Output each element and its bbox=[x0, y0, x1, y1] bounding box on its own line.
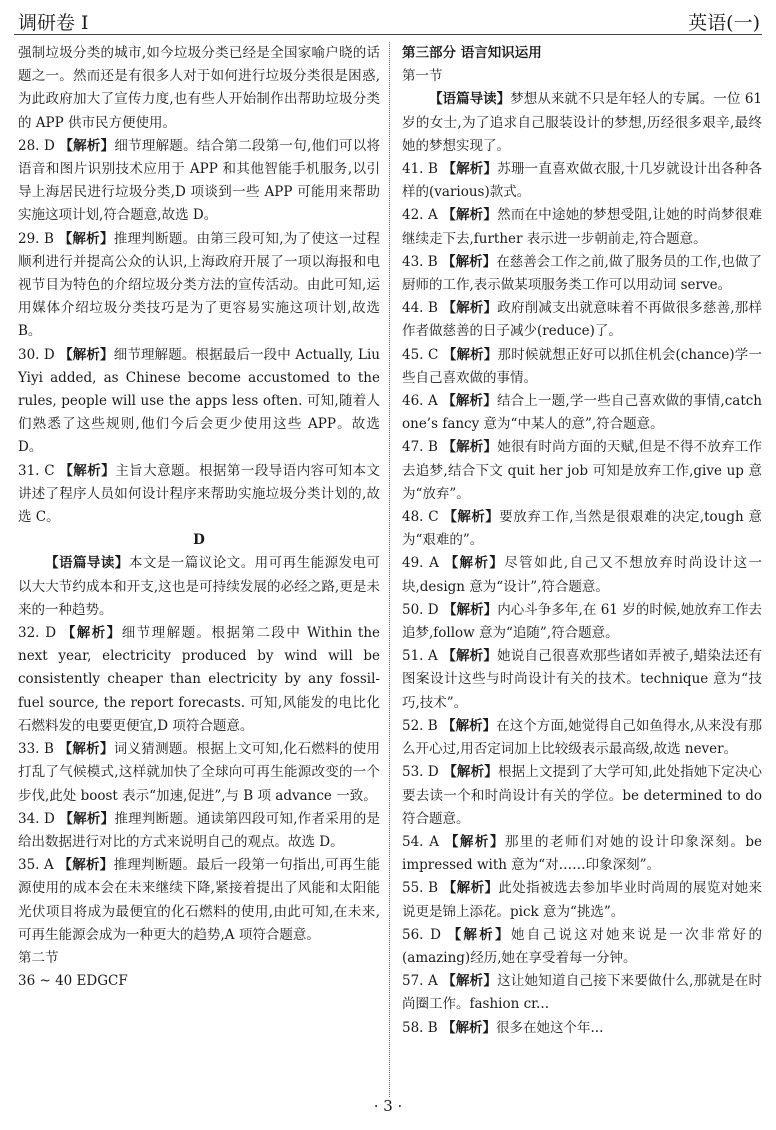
answer-number: 43. B bbox=[402, 253, 438, 270]
text-paragraph: 36 ~ 40 EDGCF bbox=[18, 973, 128, 990]
answer-item bbox=[18, 854, 380, 947]
analysis-text: 推理判断题。由第三段可知,为了使这一过程顺利进行并提高公众的认识,上海政府开展了一项以海报和电视节目为特色的介绍垃圾分类方法的宣传活动。由此可知,运用媒体介绍垃圾分类技巧是为了更容易实施这项计划,故选 B。 bbox=[18, 230, 381, 340]
answer-item bbox=[402, 158, 762, 204]
analysis-tag: 【解析】 bbox=[442, 346, 498, 363]
analysis-tag: 【解析】 bbox=[442, 207, 498, 224]
page-number: · 3 · bbox=[373, 1097, 403, 1115]
analysis-tag: 【解析】 bbox=[447, 926, 511, 943]
answer-number: 56. D bbox=[402, 926, 441, 943]
answer-item bbox=[402, 877, 762, 923]
analysis-text: 细节理解题。根据最后一段中 Actually, Liu Yiyi added, as Chinese become accustomed to the rules, people will use the apps less often. 可知,随着人们熟悉了这些规则,他们今后会更少使用这些 APP。故选 D。 bbox=[18, 346, 380, 456]
analysis-text: 很多在她这个年... bbox=[495, 1019, 604, 1036]
analysis-tag: 【解析】 bbox=[58, 741, 114, 758]
answer-item bbox=[402, 645, 762, 715]
answer-item bbox=[18, 808, 380, 854]
analysis-text: 根据上文提到了大学可知,此处指她下定决心要去读一个和时尚设计有关的学位。be determined to do 符合题意。 bbox=[402, 764, 763, 827]
answer-item bbox=[402, 924, 762, 970]
section-heading: 第三部分 语言知识运用 bbox=[402, 45, 542, 61]
passage-guide bbox=[18, 552, 380, 622]
text-paragraph: 强制垃圾分类的城市,如今垃圾分类已经是全国家喻户晓的话题之一。然而还是有很多人对于如何进行垃圾分类很是困惑,为此政府加大了宣传力度,也有些人开始制作出帮助垃圾分类的 APP 供市民方便使用。 bbox=[18, 45, 380, 131]
analysis-tag: 【解析】 bbox=[442, 253, 497, 270]
answer-item bbox=[18, 344, 380, 460]
analysis-tag: 【解析】 bbox=[444, 555, 505, 572]
guide-text: 梦想从来就不只是年轻人的专属。一位 61 岁的女士,为了追求自己服装设计的梦想,历经很多艰辛,最终她的梦想实现了。 bbox=[402, 91, 762, 154]
analysis-tag: 【解析】 bbox=[59, 810, 115, 827]
analysis-tag: 【解析】 bbox=[442, 161, 498, 178]
answer-number: 29. B bbox=[18, 230, 54, 247]
analysis-text: 她自己说这对她来说是一次非常好的(amazing)经历,她在享受着每一分钟。 bbox=[402, 926, 763, 966]
analysis-text: 那里的老师们对她的设计印象深刻。be impressed with 意为“对……印象深刻”。 bbox=[402, 833, 763, 874]
analysis-text: 在慈善会工作之前,做了服务员的工作,也做了厨师的工作,表示做某项服务类工作可以用动词 serve。 bbox=[402, 253, 762, 294]
analysis-tag: 【解析】 bbox=[442, 717, 497, 734]
analysis-text: 内心斗争多年,在 61 岁的时候,她放弃工作去追梦,follow 意为“追随”,符合题意。 bbox=[402, 601, 763, 642]
text-paragraph: 第一节 bbox=[402, 68, 443, 85]
answer-number: 55. B bbox=[402, 880, 439, 897]
analysis-tag: 【解析】 bbox=[58, 230, 114, 247]
analysis-tag: 【解析】 bbox=[442, 393, 497, 410]
analysis-tag: 【解析】 bbox=[442, 300, 498, 317]
analysis-text: 此处指被选去参加毕业时尚周的展览对她来说更是锦上添花。pick 意为“挑选”。 bbox=[402, 880, 763, 920]
answer-number: 33. B bbox=[18, 741, 54, 758]
answer-item bbox=[402, 506, 762, 552]
answer-number: 41. B bbox=[402, 161, 438, 178]
answer-item bbox=[402, 1017, 762, 1040]
answer-item bbox=[402, 344, 762, 390]
answer-item bbox=[18, 135, 380, 228]
guide-tag: 【语篇导读】 bbox=[45, 555, 129, 572]
left-column bbox=[18, 42, 380, 993]
analysis-text: 细节理解题。结合第二段第一句,他们可以将语音和图片识别技术应用于 APP 和其他智能手机服务,以引导上海居民进行垃圾分类,D 项谈到一些 APP 可能用来帮助实施这项计划,符合题意,故选 D。 bbox=[18, 137, 380, 224]
answer-item bbox=[402, 251, 762, 297]
guide-tag: 【语篇导读】 bbox=[429, 91, 511, 108]
analysis-tag: 【解析】 bbox=[59, 137, 115, 154]
answer-number: 50. D bbox=[402, 601, 439, 618]
answer-number: 47. B bbox=[402, 439, 438, 456]
analysis-text: 主旨大意题。根据第一段导语内容可知本文讲述了程序人员如何设计程序来帮助实施垃圾分类计划的,故选 C。 bbox=[18, 462, 381, 526]
answer-number: 32. D bbox=[18, 625, 57, 642]
header-left: 调研卷 I bbox=[18, 12, 89, 34]
analysis-tag: 【解析】 bbox=[442, 439, 498, 456]
passage-guide bbox=[402, 88, 762, 158]
answer-number: 48. C bbox=[402, 509, 439, 526]
right-column bbox=[402, 42, 762, 1040]
answer-item bbox=[402, 390, 762, 436]
analysis-tag: 【解析】 bbox=[61, 625, 122, 642]
answer-item bbox=[402, 436, 762, 506]
answer-item bbox=[402, 599, 762, 645]
answer-item bbox=[402, 297, 762, 343]
answer-number: 35. A bbox=[18, 857, 54, 874]
answer-item bbox=[402, 761, 762, 831]
analysis-tag: 【解析】 bbox=[442, 601, 498, 618]
analysis-tag: 【解析】 bbox=[442, 880, 499, 897]
answer-item bbox=[18, 460, 380, 530]
answer-number: 30. D bbox=[18, 346, 55, 363]
analysis-tag: 【解析】 bbox=[444, 833, 505, 850]
analysis-tag: 【解析】 bbox=[443, 764, 498, 781]
analysis-tag: 【解析】 bbox=[442, 648, 498, 665]
answer-item bbox=[18, 622, 380, 738]
analysis-text: 要放弃工作,当然是很艰难的决定,tough 意为“艰难的”。 bbox=[402, 509, 762, 549]
answer-number: 31. C bbox=[18, 462, 55, 479]
analysis-text: 那时候就想正好可以抓住机会(chance)学一些自己喜欢做的事情。 bbox=[402, 346, 762, 386]
answer-number: 49. A bbox=[402, 555, 439, 572]
analysis-tag: 【解析】 bbox=[443, 509, 500, 526]
analysis-text: 尽管如此,自己又不想放弃时尚设计这一块,design 意为“设计”,符合题意。 bbox=[402, 555, 762, 595]
answer-number: 34. D bbox=[18, 810, 55, 827]
analysis-tag: 【解析】 bbox=[58, 857, 114, 874]
answer-number: 54. A bbox=[402, 833, 440, 850]
answer-number: 51. A bbox=[402, 648, 438, 665]
analysis-text: 结合上一题,学一些自己喜欢做的事情,catch one’s fancy 意为“中某人的意”,符合题意。 bbox=[402, 393, 762, 433]
answer-number: 58. B bbox=[402, 1019, 438, 1036]
answer-item bbox=[402, 204, 762, 250]
analysis-text: 推理判断题。最后一段第一句指出,可再生能源使用的成本会在未来继续下降,紧接着提出了风能和太阳能光伏项目将成为最便宜的化石燃料的使用,由此可知,在未来,可再生能源会成为一种更大的趋势,A 项符合题意。 bbox=[18, 857, 381, 943]
analysis-text: 她说自己很喜欢那些诸如弄被子,蜡染法还有图案设计这些与时尚设计有关的技术。technique 意为“技巧,技术”。 bbox=[402, 648, 763, 711]
analysis-text: 她很有时尚方面的天赋,但是不得不放弃工作去追梦,结合下文 quit her job 可知是放弃工作,give up 意为“放弃”。 bbox=[402, 439, 762, 502]
answer-item bbox=[402, 715, 762, 761]
analysis-text: 在这个方面,她觉得自己如鱼得水,从来没有那么开心过,用否定词加上比较级表示最高级,故选 never。 bbox=[402, 717, 762, 758]
answer-number: 52. B bbox=[402, 717, 438, 734]
analysis-tag: 【解析】 bbox=[59, 346, 114, 363]
answer-item bbox=[402, 552, 762, 598]
analysis-text: 政府削减支出就意味着不再做很多慈善,那样作者做慈善的日子减少(reduce)了。 bbox=[402, 300, 762, 340]
page-header bbox=[14, 4, 762, 35]
answer-number: 28. D bbox=[18, 137, 55, 154]
answer-number: 44. B bbox=[402, 300, 438, 317]
guide-text: 本文是一篇议论文。用可再生能源发电可以大大节约成本和开支,这也是可持续发展的必经之路,更是未来的一种趋势。 bbox=[18, 555, 381, 618]
answer-item bbox=[402, 831, 762, 877]
answer-number: 45. C bbox=[402, 346, 439, 363]
answer-number: 57. A bbox=[402, 973, 438, 990]
passage-heading: D bbox=[193, 532, 205, 549]
analysis-text: 词义猜测题。根据上文可知,化石燃料的使用打乱了气候模式,这样就加快了全球向可再生能源改变的一个步伐,此处 boost 表示“加速,促进”,与 B 项 advance 一致。 bbox=[18, 741, 381, 804]
answer-number: 42. A bbox=[402, 207, 438, 224]
analysis-text: 苏珊一直喜欢做衣服,十几岁就设计出各种各样的(various)款式。 bbox=[402, 161, 762, 201]
analysis-tag: 【解析】 bbox=[59, 462, 116, 479]
answer-number: 46. A bbox=[402, 393, 438, 410]
answer-number: 53. D bbox=[402, 764, 439, 781]
analysis-tag: 【解析】 bbox=[442, 973, 498, 990]
answer-item bbox=[18, 228, 380, 344]
analysis-text: 推理判断题。通读第四段可知,作者采用的是给出数据进行对比的方式来说明自己的观点。故选 D。 bbox=[18, 810, 380, 850]
column-divider bbox=[389, 42, 390, 1097]
analysis-tag: 【解析】 bbox=[441, 1019, 496, 1036]
analysis-text: 细节理解题。根据第二段中 Within the next year, electricity produced by wind will be consistently cheaper than electricity by any fossil-fuel source, the report forecasts. 可知,风能发的电比化石燃料发的电要更便宜,D 项符合题意。 bbox=[18, 625, 381, 734]
text-paragraph: 第二节 bbox=[18, 949, 59, 966]
answer-item bbox=[402, 970, 762, 1016]
answer-item bbox=[18, 738, 380, 808]
header-right: 英语(一) bbox=[688, 12, 760, 34]
analysis-text: 这让她知道自己接下来要做什么,那就是在时尚圈工作。fashion cr... bbox=[402, 973, 763, 1013]
analysis-text: 然而在中途她的梦想受阻,让她的时尚梦很难继续走下去,further 表示进一步朝前走,符合题意。 bbox=[402, 207, 763, 247]
